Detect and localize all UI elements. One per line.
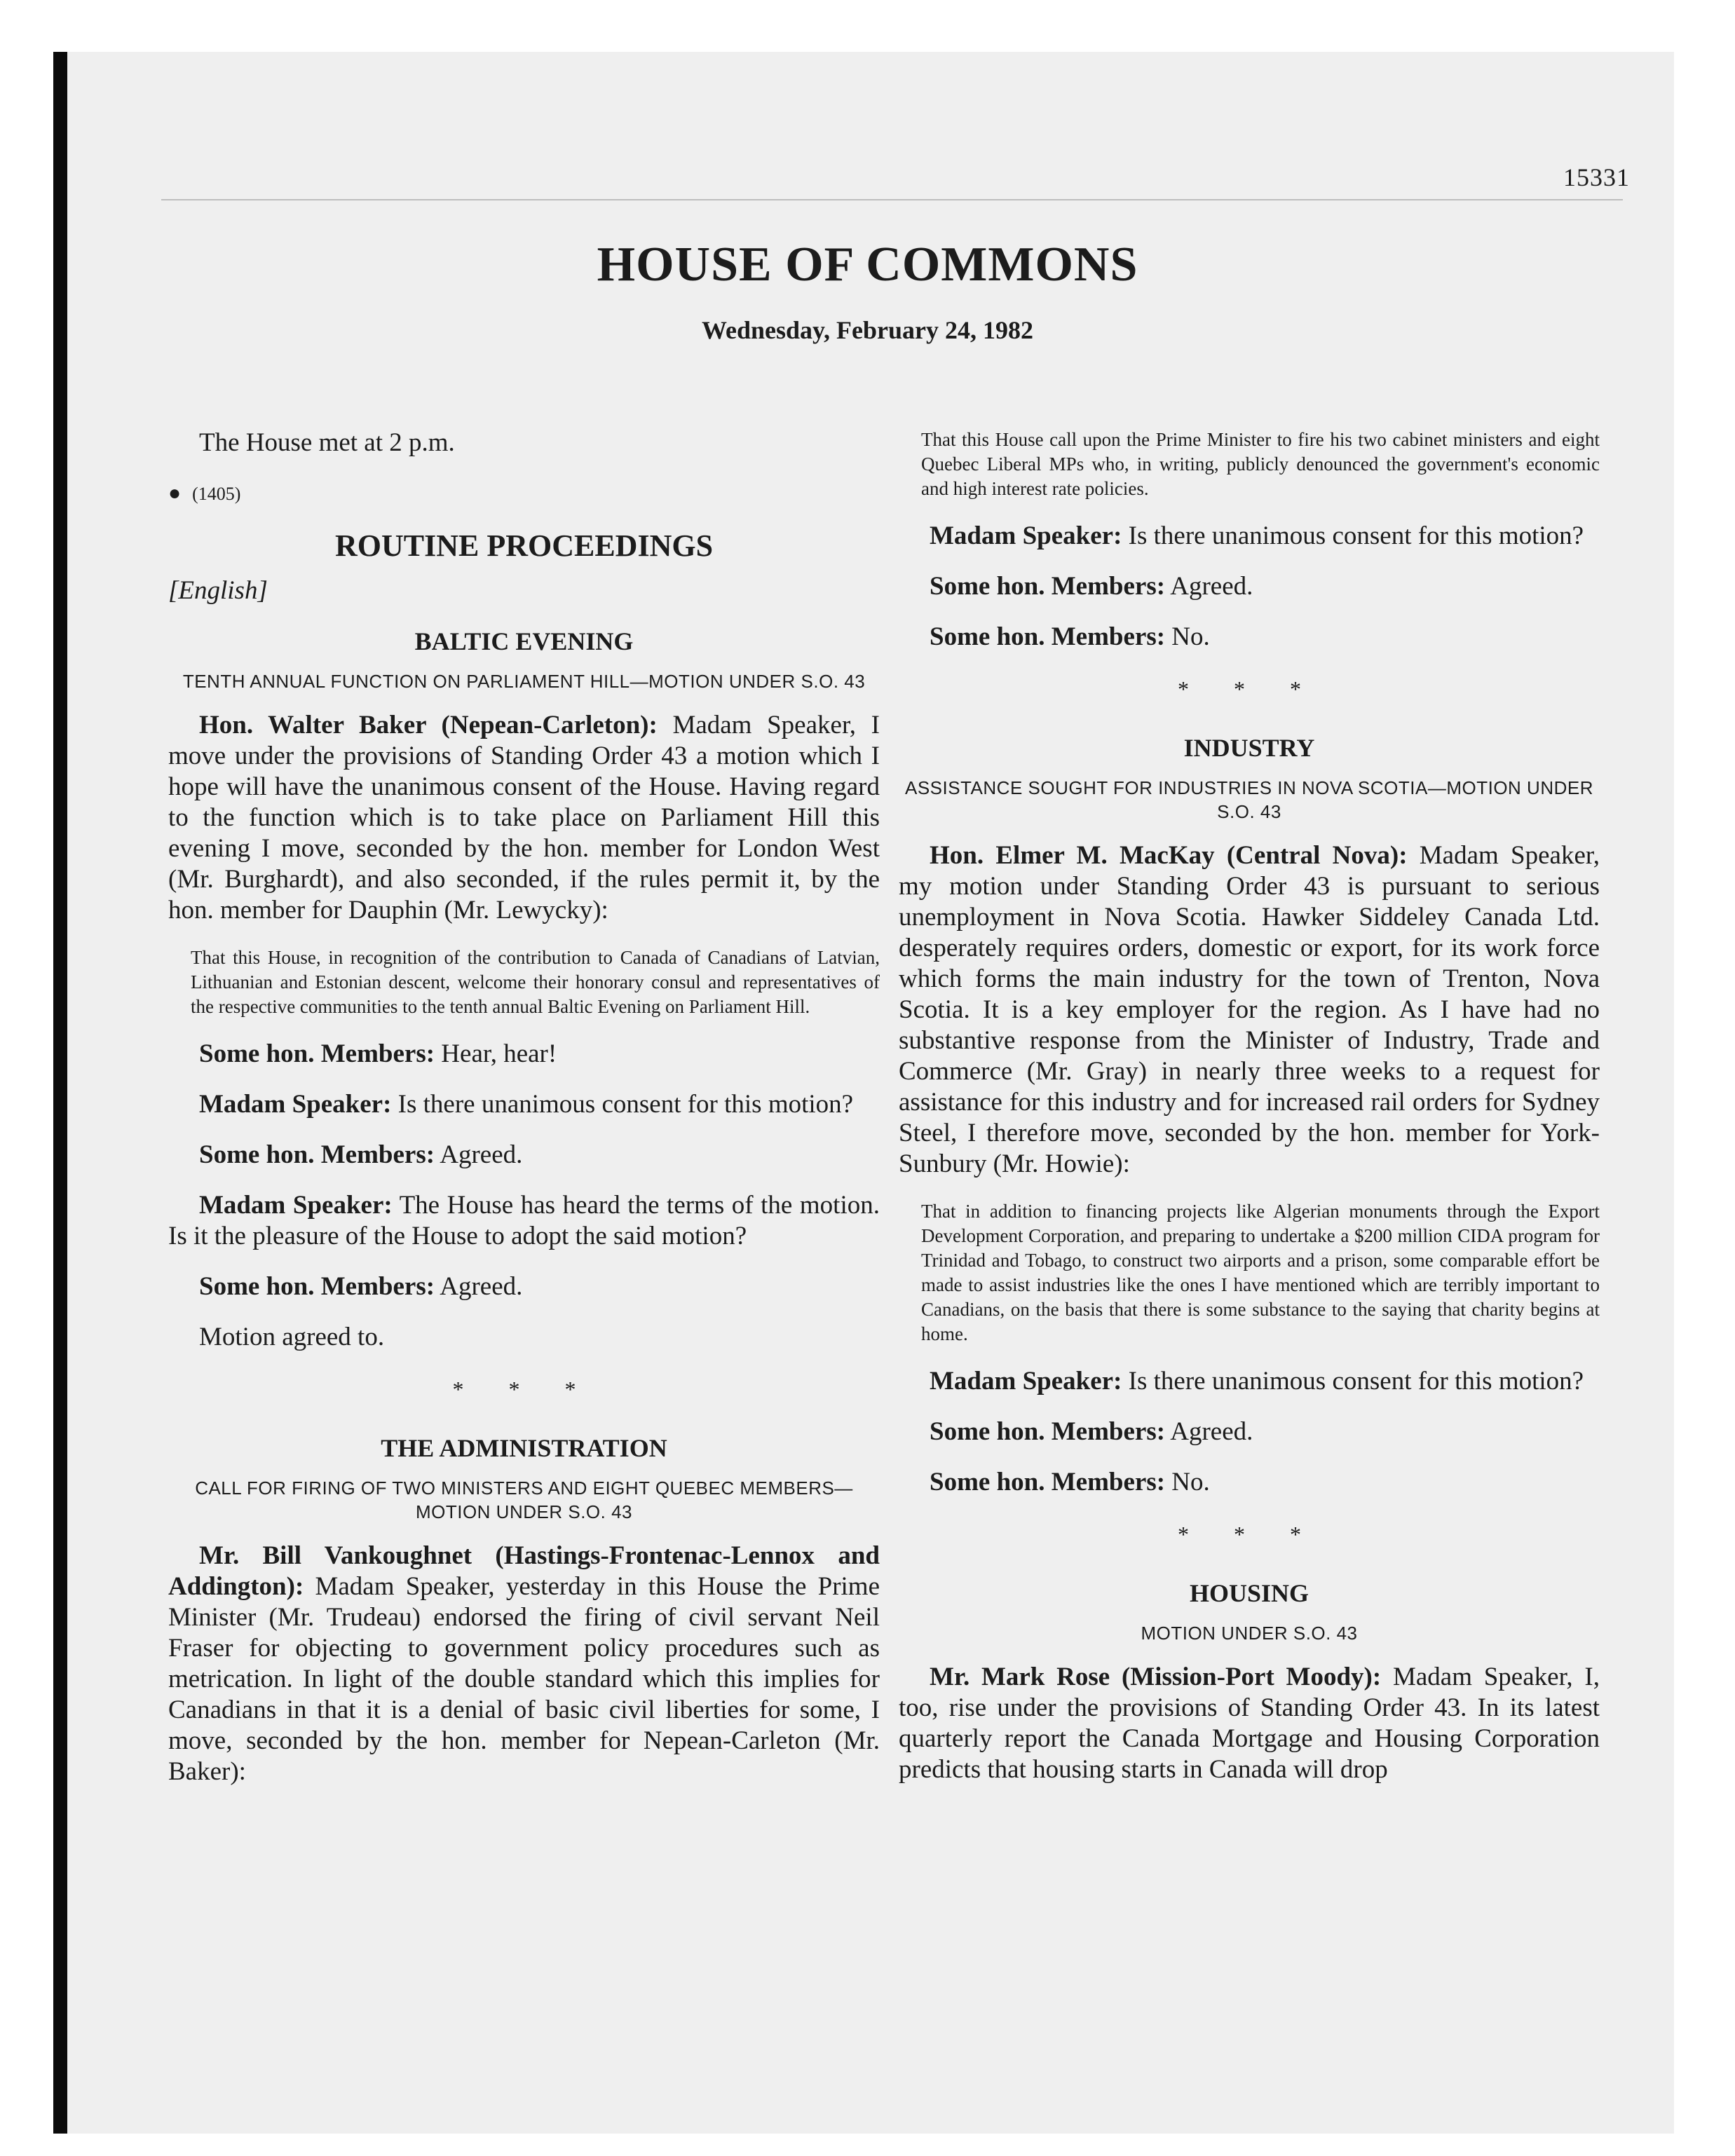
exchange-line: Some hon. Members: No.	[930, 622, 1210, 651]
motion-result: Motion agreed to.	[199, 1323, 385, 1351]
binding-edge	[53, 52, 67, 2134]
section-separator: * * *	[452, 1377, 596, 1402]
subheading-administration: CALL FOR FIRING OF TWO MINISTERS AND EIGHT QUEBEC MEMBERS—MOTION UNDER S.O. 43	[195, 1478, 853, 1522]
exchange-line: Some hon. Members: No.	[930, 1468, 1210, 1496]
exchange-line: Madam Speaker: Is there unanimous consent for this motion?	[930, 1367, 1584, 1396]
exchange-line: Madam Speaker: Is there unanimous consent for this motion?	[930, 521, 1584, 550]
heading-industry: INDUSTRY	[1183, 734, 1315, 762]
speech-rose: Mr. Mark Rose (Mission-Port Moody): Madam Speaker, I, too, rise under the provisions of Standing Order 43. In its latest quarterly report the Canada Mortgage and Housing Corporation predicts that housing starts in Canada will drop	[899, 1663, 1600, 1784]
exchange-line: Madam Speaker: Is there unanimous consent for this motion?	[199, 1090, 854, 1119]
subheading-housing: MOTION UNDER S.O. 43	[1141, 1623, 1358, 1644]
time-marker: ● (1405)	[168, 482, 241, 505]
right-column	[899, 428, 1600, 1805]
section-separator: * * *	[1178, 676, 1321, 702]
speech-vankoughnet: Mr. Bill Vankoughnet (Hastings-Frontenac-Lennox and Addington): Madam Speaker, yesterday in this House the Prime Minister (Mr. Trudeau) endorsed the firing of civil servant Neil Fraser for objecting to government policy procedures such as metrication. In light of the double standard which this implies for Canadians in that it is a denial of basic civil liberties for some, I move, seconded by the hon. member for Nepean-Carleton (Mr. Baker):	[168, 1541, 880, 1786]
section-title: ROUTINE PROCEEDINGS	[334, 528, 714, 563]
exchange-line: Some hon. Members: Agreed.	[199, 1140, 523, 1169]
left-column	[168, 428, 880, 1807]
sitting-date: Wednesday, February 24, 1982	[701, 316, 1034, 344]
motion-text-baltic: That this House, in recognition of the contribution to Canada of Canadians of Latvian, Lithuanian and Estonian descent, welcome their honorary consul and representatives of the respective communities to the tenth annual Baltic Evening on Parliament Hill.	[191, 947, 880, 1017]
section-separator: * * *	[1178, 1522, 1321, 1547]
exchange-line: Some hon. Members: Agreed.	[930, 572, 1253, 601]
opening-line: The House met at 2 p.m.	[199, 428, 455, 457]
subheading-baltic: TENTH ANNUAL FUNCTION ON PARLIAMENT HILL—MOTION UNDER S.O. 43	[182, 671, 866, 692]
speech-mackay: Hon. Elmer M. MacKay (Central Nova): Madam Speaker, my motion under Standing Order 43 is pursuant to serious unemployment in Nova Scotia. Hawker Siddeley Canada Ltd. desperately requires orders, domestic or export, for its work force which forms the main industry for the town of Trenton, Nova Scotia. It is a key employer for the region. As I have had no substantive response from the Minister of Industry, Trade and Commerce (Mr. Gray) in nearly three weeks to a request for assistance for this industry and for increased rail orders for Sydney Steel, I therefore move, seconded by the hon. member for York-Sunbury (Mr. Howie):	[899, 841, 1600, 1178]
motion-text-industry: That in addition to financing projects like Algerian monuments through the Export Development Corporation, and preparing to undertake a $200 million CIDA program for Trinidad and Tobago, to construct two airports and a prison, some comparable effort be made to assist industries like the ones I have mentioned which are terribly important to Canadians, on the basis that there is some substance to the saying that charity begins at home.	[921, 1201, 1600, 1344]
page-title: HOUSE OF COMMONS	[597, 238, 1138, 292]
subheading-industry: ASSISTANCE SOUGHT FOR INDUSTRIES IN NOVA SCOTIA—MOTION UNDER S.O. 43	[905, 777, 1593, 822]
page-number: 15331	[1563, 163, 1630, 191]
exchange-line: Some hon. Members: Agreed.	[930, 1417, 1253, 1446]
exchange-line: Some hon. Members: Agreed.	[199, 1272, 523, 1301]
heading-housing: HOUSING	[1189, 1579, 1309, 1607]
heading-baltic-evening: BALTIC EVENING	[414, 627, 634, 655]
exchange-line: Madam Speaker: The House has heard the terms of the motion. Is it the pleasure of the House to adopt the said motion?	[168, 1191, 880, 1250]
language-marker: [English]	[168, 576, 268, 605]
header-rule	[161, 199, 1623, 200]
bullet-icon: ●	[168, 482, 182, 505]
motion-text-administration: That this House call upon the Prime Minister to fire his two cabinet ministers and eight Quebec Liberal MPs who, in writing, publicly denounced the government's economic and high interest rate policies.	[921, 429, 1600, 499]
speech-baker: Hon. Walter Baker (Nepean-Carleton): Madam Speaker, I move under the provisions of Standing Order 43 a motion which I hope will have the unanimous consent of the House. Having regard to the function which is to take place on Parliament Hill this evening I move, seconded by the hon. member for London West (Mr. Burghardt), and also seconded, if the rules permit it, by the hon. member for Dauphin (Mr. Lewycky):	[168, 711, 880, 925]
exchange-line: Some hon. Members: Hear, hear!	[199, 1039, 557, 1068]
heading-administration: THE ADMINISTRATION	[381, 1434, 667, 1462]
